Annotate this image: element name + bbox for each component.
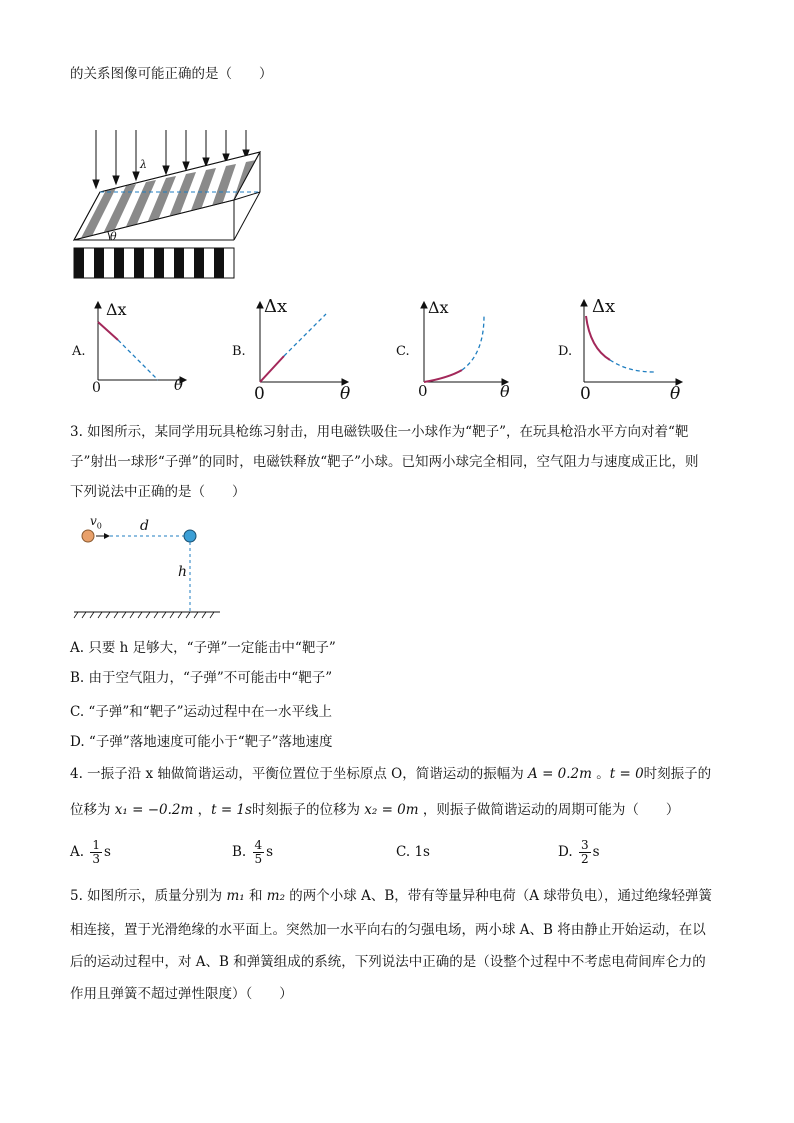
option-b-origin: 0 (254, 384, 265, 404)
h-label: h (178, 564, 188, 580)
option-c-label: C. (396, 344, 410, 359)
option-d-origin: 0 (580, 384, 591, 404)
projectile-figure (72, 514, 232, 624)
q4-line-1: 4. 一振子沿 x 轴做简谐运动，平衡位置位于坐标原点 O，简谐运动的振幅为 A = 0.2m 。t = 0时刻振子的 (70, 766, 712, 782)
theta-label: θ (110, 230, 117, 243)
option-b-ylabel: Δx (264, 296, 288, 317)
option-a-ylabel: Δx (106, 300, 127, 319)
q5-line-2: 相连接，置于光滑绝缘的水平面上。突然加一水平向右的匀强电场，两小球 A、B 将由静止开始运动，在以 (70, 922, 706, 938)
q5-line-3: 后的运动过程中，对 A、B 和弹簧组成的系统，下列说法中正确的是（设整个过程中不考虑电荷间库仑力的 (70, 954, 706, 970)
q3-option-a: A. 只要 h 足够大，“子弹”一定能击中“靶子” (70, 640, 336, 656)
target-ball (184, 530, 196, 542)
q4-option-a: A. $\frac{1}{3}$ s (70, 838, 111, 866)
q4-line-2: 位移为 x₁ = −0.2m ，t = 1s时刻振子的位移为 x₂ = 0m ，则振子做简谐运动的周期可能为（ ） (70, 802, 680, 818)
option-b-label: B. (232, 344, 246, 359)
q4-option-d: D. $\frac{3}{2}$ s (558, 838, 600, 866)
q4-option-b: B. $\frac{4}{5}$ s (232, 838, 274, 866)
option-b-xlabel: θ (340, 384, 351, 404)
lambda-label: λ (140, 158, 147, 171)
q5-line-4: 作用且弹簧不超过弹性限度）（ ） (70, 986, 293, 1002)
q5-line-1: 5. 如图所示，质量分别为 m₁ 和 m₂ 的两个小球 A、B，带有等量异种电荷（A 球带负电），通过绝缘轻弹簧 (70, 888, 713, 904)
option-c-xlabel: θ (500, 382, 510, 401)
wedge-interference-figure (70, 128, 270, 268)
option-d-ylabel: Δx (592, 296, 616, 317)
d-label: d (140, 518, 149, 534)
option-a-origin: 0 (92, 380, 101, 396)
option-a-xlabel: θ (174, 376, 184, 394)
option-d-xlabel: θ (670, 384, 681, 404)
fringe-pattern (74, 248, 234, 278)
q3-line-3: 下列说法中正确的是（ ） (70, 484, 246, 500)
q2-prompt-tail: 的关系图像可能正确的是（ ） (70, 66, 273, 82)
bullet-ball (82, 530, 94, 542)
q3-line-1: 3. 如图所示，某同学用玩具枪练习射击，用电磁铁吸住一小球作为“靶子”，在玩具枪沿水平方向对着“靶 (70, 424, 689, 440)
q3-option-d: D. “子弹”落地速度可能小于“靶子”落地速度 (70, 734, 333, 750)
q3-line-2: 子”射出一球形“子弹”的同时，电磁铁释放“靶子”小球。已知两小球完全相同，空气阻力与速度成正比，则 (70, 454, 699, 470)
q3-option-c: C. “子弹”和“靶子”运动过程中在一水平线上 (70, 704, 333, 720)
q3-option-b: B. 由于空气阻力，“子弹”不可能击中“靶子” (70, 670, 333, 686)
option-c-ylabel: Δx (428, 298, 449, 317)
v0-label: $v_0$ (90, 514, 102, 531)
option-d-label: D. (558, 344, 573, 359)
option-a-label: A. (72, 344, 86, 359)
option-c-origin: 0 (418, 382, 428, 400)
q4-option-c: C. 1s (396, 844, 430, 860)
